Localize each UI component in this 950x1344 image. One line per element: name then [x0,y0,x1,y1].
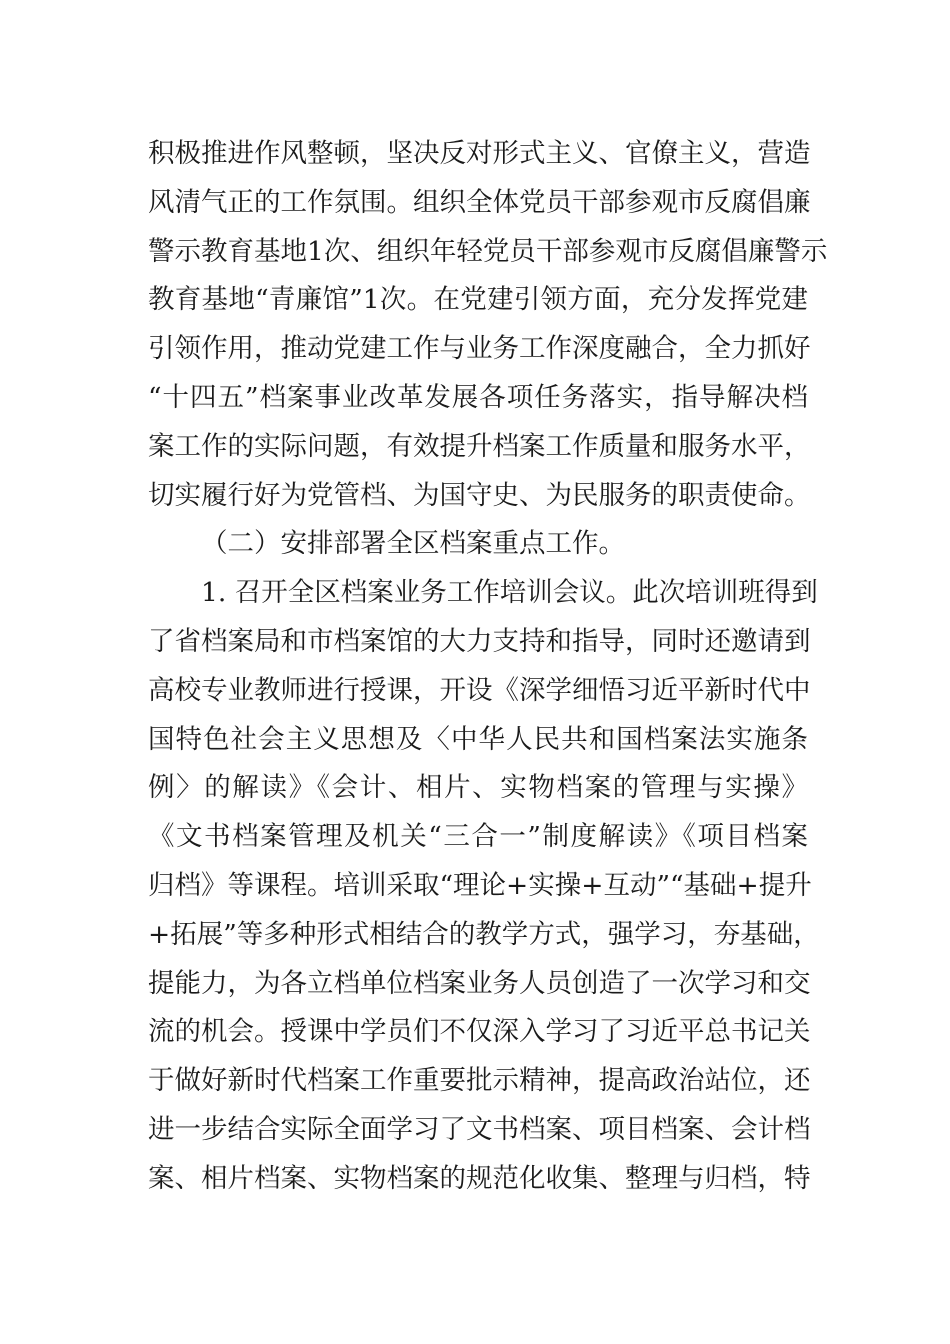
paragraph-line: 案工作的实际问题，有效提升档案工作质量和服务水平， [148,430,811,462]
paragraph-line: 进一步结合实际全面学习了文书档案、项目档案、会计档 [148,1113,811,1145]
paragraph-line: 国特色社会主义思想及〈中华人民共和国档案法实施条 [148,723,808,755]
paragraph-line: 教育基地“青廉馆”1次。在党建引领方面，充分发挥党建 [148,284,808,316]
paragraph-line: 归档》等课程。培训采取“理论+实操+互动”“基础+提升 [148,869,812,901]
paragraph-line: “十四五”档案事业改革发展各项任务落实，指导解决档 [148,381,808,413]
paragraph-line: 案、相片档案、实物档案的规范化收集、整理与归档，特 [148,1162,811,1194]
paragraph-line: 引领作用，推动党建工作与业务工作深度融合，全力抓好 [148,333,811,365]
paragraph-line: +拓展”等多种形式相结合的教学方式，强学习，夯基础， [148,918,820,950]
paragraph-line: 积极推进作风整顿，坚决反对形式主义、官僚主义，营造 [148,138,811,169]
paragraph-line: 于做好新时代档案工作重要批示精神，提高政治站位，还 [148,1065,811,1097]
document-body [148,130,828,1204]
paragraph-line: 风清气正的工作氛围。组织全体党员干部参观市反腐倡廉 [148,186,811,218]
paragraph-line: 了省档案局和市档案馆的大力支持和指导，同时还邀请到 [148,625,811,657]
paragraph-line: 流的机会。授课中学员们不仅深入学习了习近平总书记关 [148,1016,811,1048]
paragraph-line: 1. 召开全区档案业务工作培训会议。此次培训班得到 [201,577,818,609]
paragraph-line: 例〉的解读》《会计、相片、实物档案的管理与实操》 [148,772,808,804]
paragraph-line: 切实履行好为党管档、为国守史、为民服务的职责使命。 [148,479,811,511]
paragraph-line: 《文书档案管理及机关“三合一”制度解读》《项目档案 [148,821,808,853]
paragraph-line: 警示教育基地1次、组织年轻党员干部参观市反腐倡廉警示 [148,235,828,267]
paragraph-line: 提能力，为各立档单位档案业务人员创造了一次学习和交 [148,967,811,999]
paragraph-line: 高校专业教师进行授课，开设《深学细悟习近平新时代中 [148,674,811,706]
section-heading: （二）安排部署全区档案重点工作。 [201,528,625,560]
